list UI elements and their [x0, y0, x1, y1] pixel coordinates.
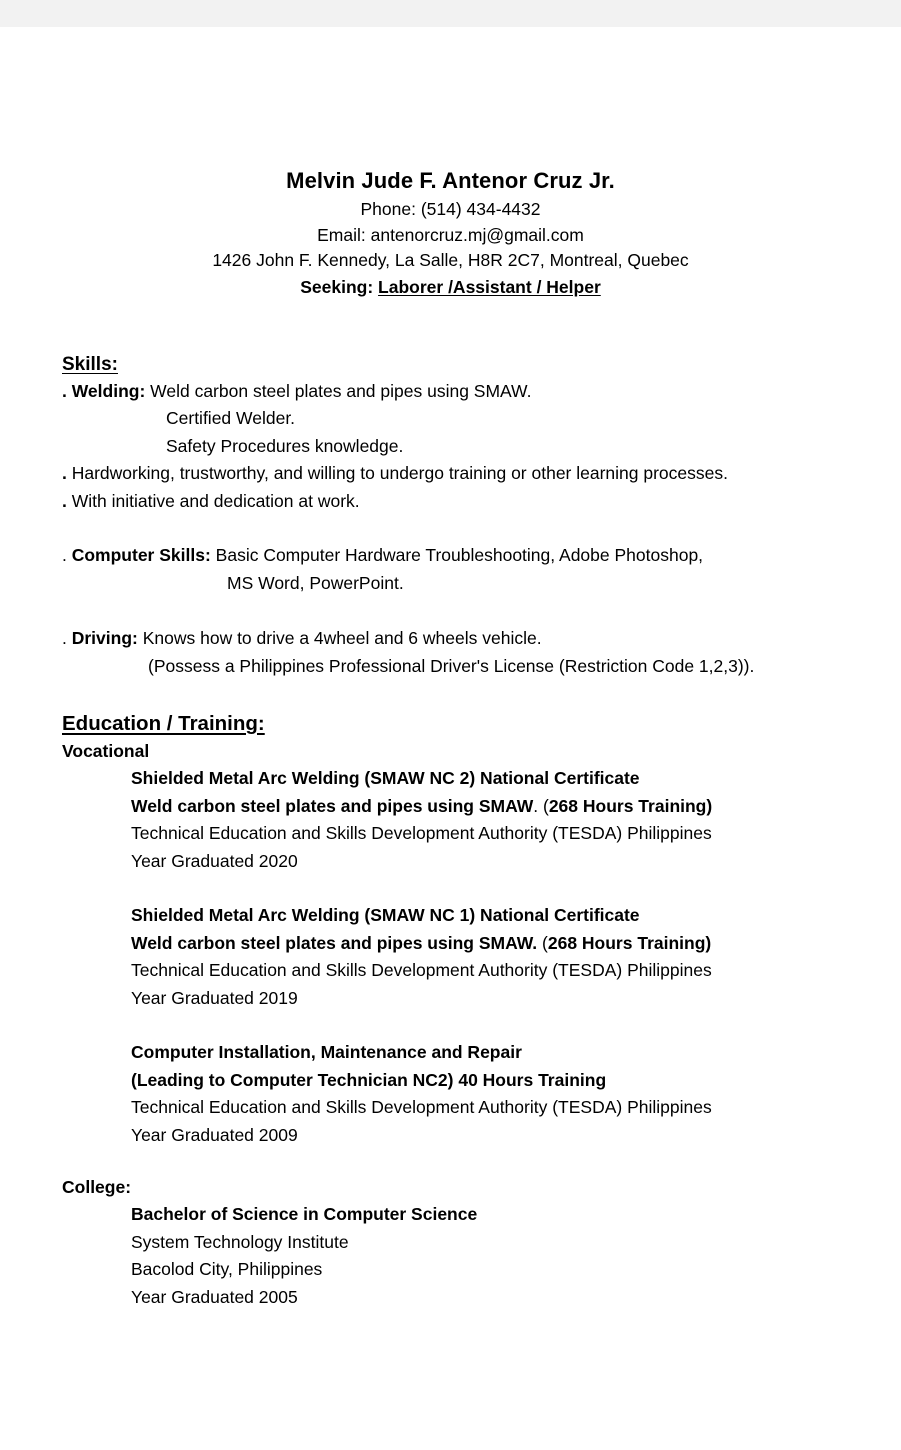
college-year: Year Graduated 2005 — [131, 1286, 298, 1307]
entry-description-plain: . ( — [533, 795, 549, 816]
candidate-name: Melvin Jude F. Antenor Cruz Jr. — [286, 168, 615, 193]
spacer — [0, 1012, 901, 1039]
entry-year: Year Graduated 2019 — [131, 987, 298, 1008]
skill-welding-text: Weld carbon steel plates and pipes using SMAW. — [145, 380, 532, 401]
skill-initiative-row — [62, 488, 901, 516]
entry-institution: Technical Education and Skills Development Authority (TESDA) Philippines — [131, 1097, 712, 1117]
entry-title: Computer Installation, Maintenance and Repair — [131, 1042, 522, 1062]
education-section — [62, 710, 901, 738]
skill-driving-sub1: (Possess a Philippines Professional Driver's License (Restriction Code 1,2,3)). — [148, 655, 755, 676]
college-institution: System Technology Institute — [131, 1231, 349, 1252]
skills-section — [62, 352, 901, 378]
bullet-marker: . — [62, 380, 72, 401]
bullet-marker: . — [62, 628, 72, 648]
skill-driving-label: Driving: — [71, 628, 138, 648]
skill-welding-sub1: Certified Welder. — [166, 408, 296, 428]
entry-description-hours: 268 Hours Training) — [548, 795, 713, 816]
skill-welding-sub2: Safety Procedures knowledge. — [166, 435, 404, 456]
entry-description — [131, 1067, 901, 1095]
entry-institution: Technical Education and Skills Development Authority (TESDA) Philippines — [131, 823, 712, 843]
spacer — [0, 597, 901, 625]
skill-hardworking-text: Hardworking, trustworthy, and willing to undergo training or other learning processes. — [71, 463, 728, 483]
seeking-value: Laborer /Assistant / Helper — [378, 276, 601, 297]
seeking-line — [0, 274, 901, 301]
skills-heading: Skills: — [62, 353, 118, 375]
entry-year: Year Graduated 2009 — [131, 1124, 298, 1145]
entry-description — [131, 930, 901, 958]
entry-title: Shielded Metal Arc Welding (SMAW NC 1) National Certificate — [131, 905, 640, 925]
spacer — [0, 875, 901, 902]
skill-computer-label: Computer Skills: — [71, 545, 211, 565]
contact-phone: Phone: (514) 434-4432 — [360, 199, 541, 219]
college-degree: Bachelor of Science in Computer Science — [131, 1204, 478, 1224]
resume-header — [0, 27, 901, 301]
bullet-marker: . — [62, 463, 72, 483]
skill-initiative-text: With initiative and dedication at work. — [71, 490, 360, 511]
entry-institution: Technical Education and Skills Development Authority (TESDA) Philippines — [131, 960, 712, 980]
resume-page — [0, 27, 901, 1450]
skill-driving-row — [62, 625, 901, 653]
college-location: Bacolod City, Philippines — [131, 1259, 323, 1279]
entry-description — [131, 793, 901, 821]
skill-computer-sub1: MS Word, PowerPoint. — [227, 572, 404, 593]
vocational-entry — [0, 1039, 901, 1149]
resume-document — [0, 27, 901, 1311]
vocational-entry — [0, 765, 901, 875]
entry-description-hours: 268 Hours Training) — [547, 932, 712, 953]
vocational-label: Vocational — [62, 741, 150, 761]
seeking-label: Seeking: — [300, 276, 379, 297]
entry-description-bold: Weld carbon steel plates and pipes using SMAW. — [131, 932, 538, 953]
contact-address: 1426 John F. Kennedy, La Salle, H8R 2C7, Montreal, Quebec — [212, 250, 689, 270]
entry-description-bold: Weld carbon steel plates and pipes using SMAW — [131, 795, 534, 816]
vocational-entry — [0, 902, 901, 1012]
skill-welding-row — [62, 378, 901, 406]
skill-computer-row — [62, 542, 901, 570]
college-label: College: — [62, 1177, 132, 1197]
skill-hardworking-row — [62, 460, 901, 488]
contact-email: Email: antenorcruz.mj@gmail.com — [317, 224, 584, 245]
bullet-marker: . — [62, 545, 72, 565]
entry-year: Year Graduated 2020 — [131, 850, 298, 871]
entry-description-bold: (Leading to Computer Technician NC2) 40 Hours Training — [131, 1069, 607, 1090]
college-entry — [0, 1201, 901, 1311]
skill-driving-text: Knows how to drive a 4wheel and 6 wheels vehicle. — [137, 628, 542, 648]
entry-title: Shielded Metal Arc Welding (SMAW NC 2) National Certificate — [131, 768, 640, 788]
skill-welding-label: Welding: — [71, 380, 146, 401]
bullet-marker: . — [62, 490, 72, 511]
spacer — [0, 515, 901, 542]
skill-computer-text: Basic Computer Hardware Troubleshooting, Adobe Photoshop, — [210, 545, 704, 565]
entry-description-plain: ( — [537, 932, 548, 953]
education-heading: Education / Training: — [62, 712, 265, 735]
